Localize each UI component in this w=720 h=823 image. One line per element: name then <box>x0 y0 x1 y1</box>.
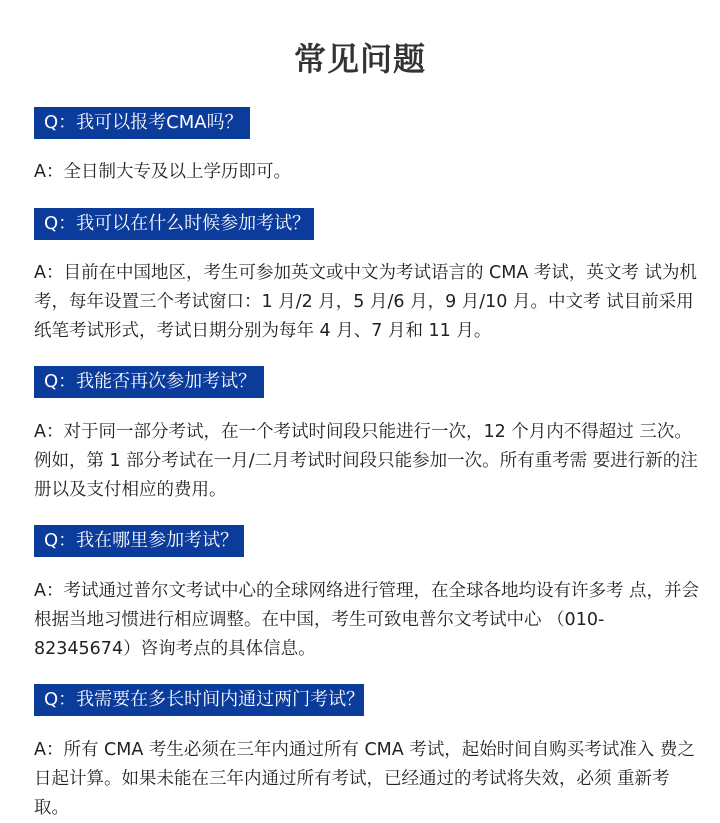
answer-1 <box>34 158 694 187</box>
question-4: Q：我在哪里参加考试？ <box>34 525 244 557</box>
question-1: Q：我可以报考CMA吗？ <box>34 107 250 139</box>
answer-2 <box>34 259 697 346</box>
page-title: 常见问题 <box>293 40 426 78</box>
answer-line: 册以及支付相应的费用。 <box>34 480 227 500</box>
answer-line: 纸笔考试形式，考试日期分别为每年 4 月、7 月和 11 月。 <box>34 321 492 341</box>
question-5: Q：我需要在多长时间内通过两门考试？ <box>34 684 364 716</box>
answer-line: A：全日制大专及以上学历即可。 <box>34 162 291 182</box>
answer-line: 取。 <box>34 798 69 818</box>
answer-line: A：考试通过普尔文考试中心的全球网络进行管理，在全球各地均设有许多考 点，并会 <box>34 581 700 601</box>
answer-line: 日起计算。如果未能在三年内通过所有考试，已经通过的考试将失效，必须 重新考 <box>34 769 670 789</box>
answer-line: A：所有 CMA 考生必须在三年内通过所有 CMA 考试，起始时间自购买考试准入 费之 <box>34 740 695 760</box>
answer-line: 根据当地习惯进行相应调整。在中国，考生可致电普尔文考试中心 （010- <box>34 610 605 630</box>
answer-line: 82345674）咨询考点的具体信息。 <box>34 639 316 659</box>
answer-line: 例如，第 1 部分考试在一月/二月考试时间段只能参加一次。所有重考需 要进行新的注 <box>34 451 698 471</box>
answer-line: 考，每年设置三个考试窗口：1 月/2 月，5 月/6 月，9 月/10 月。中文考 试目前采用 <box>34 292 694 312</box>
answer-5 <box>34 736 694 823</box>
answer-3 <box>34 418 698 505</box>
answer-4 <box>34 577 700 664</box>
question-3: Q：我能否再次参加考试？ <box>34 366 264 398</box>
answer-line: A：对于同一部分考试，在一个考试时间段只能进行一次，12 个月内不得超过 三次。 <box>34 422 692 442</box>
question-2: Q：我可以在什么时候参加考试？ <box>34 208 314 240</box>
answer-line: A：目前在中国地区，考生可参加英文或中文为考试语言的 CMA 考试，英文考 试为机 <box>34 263 697 283</box>
